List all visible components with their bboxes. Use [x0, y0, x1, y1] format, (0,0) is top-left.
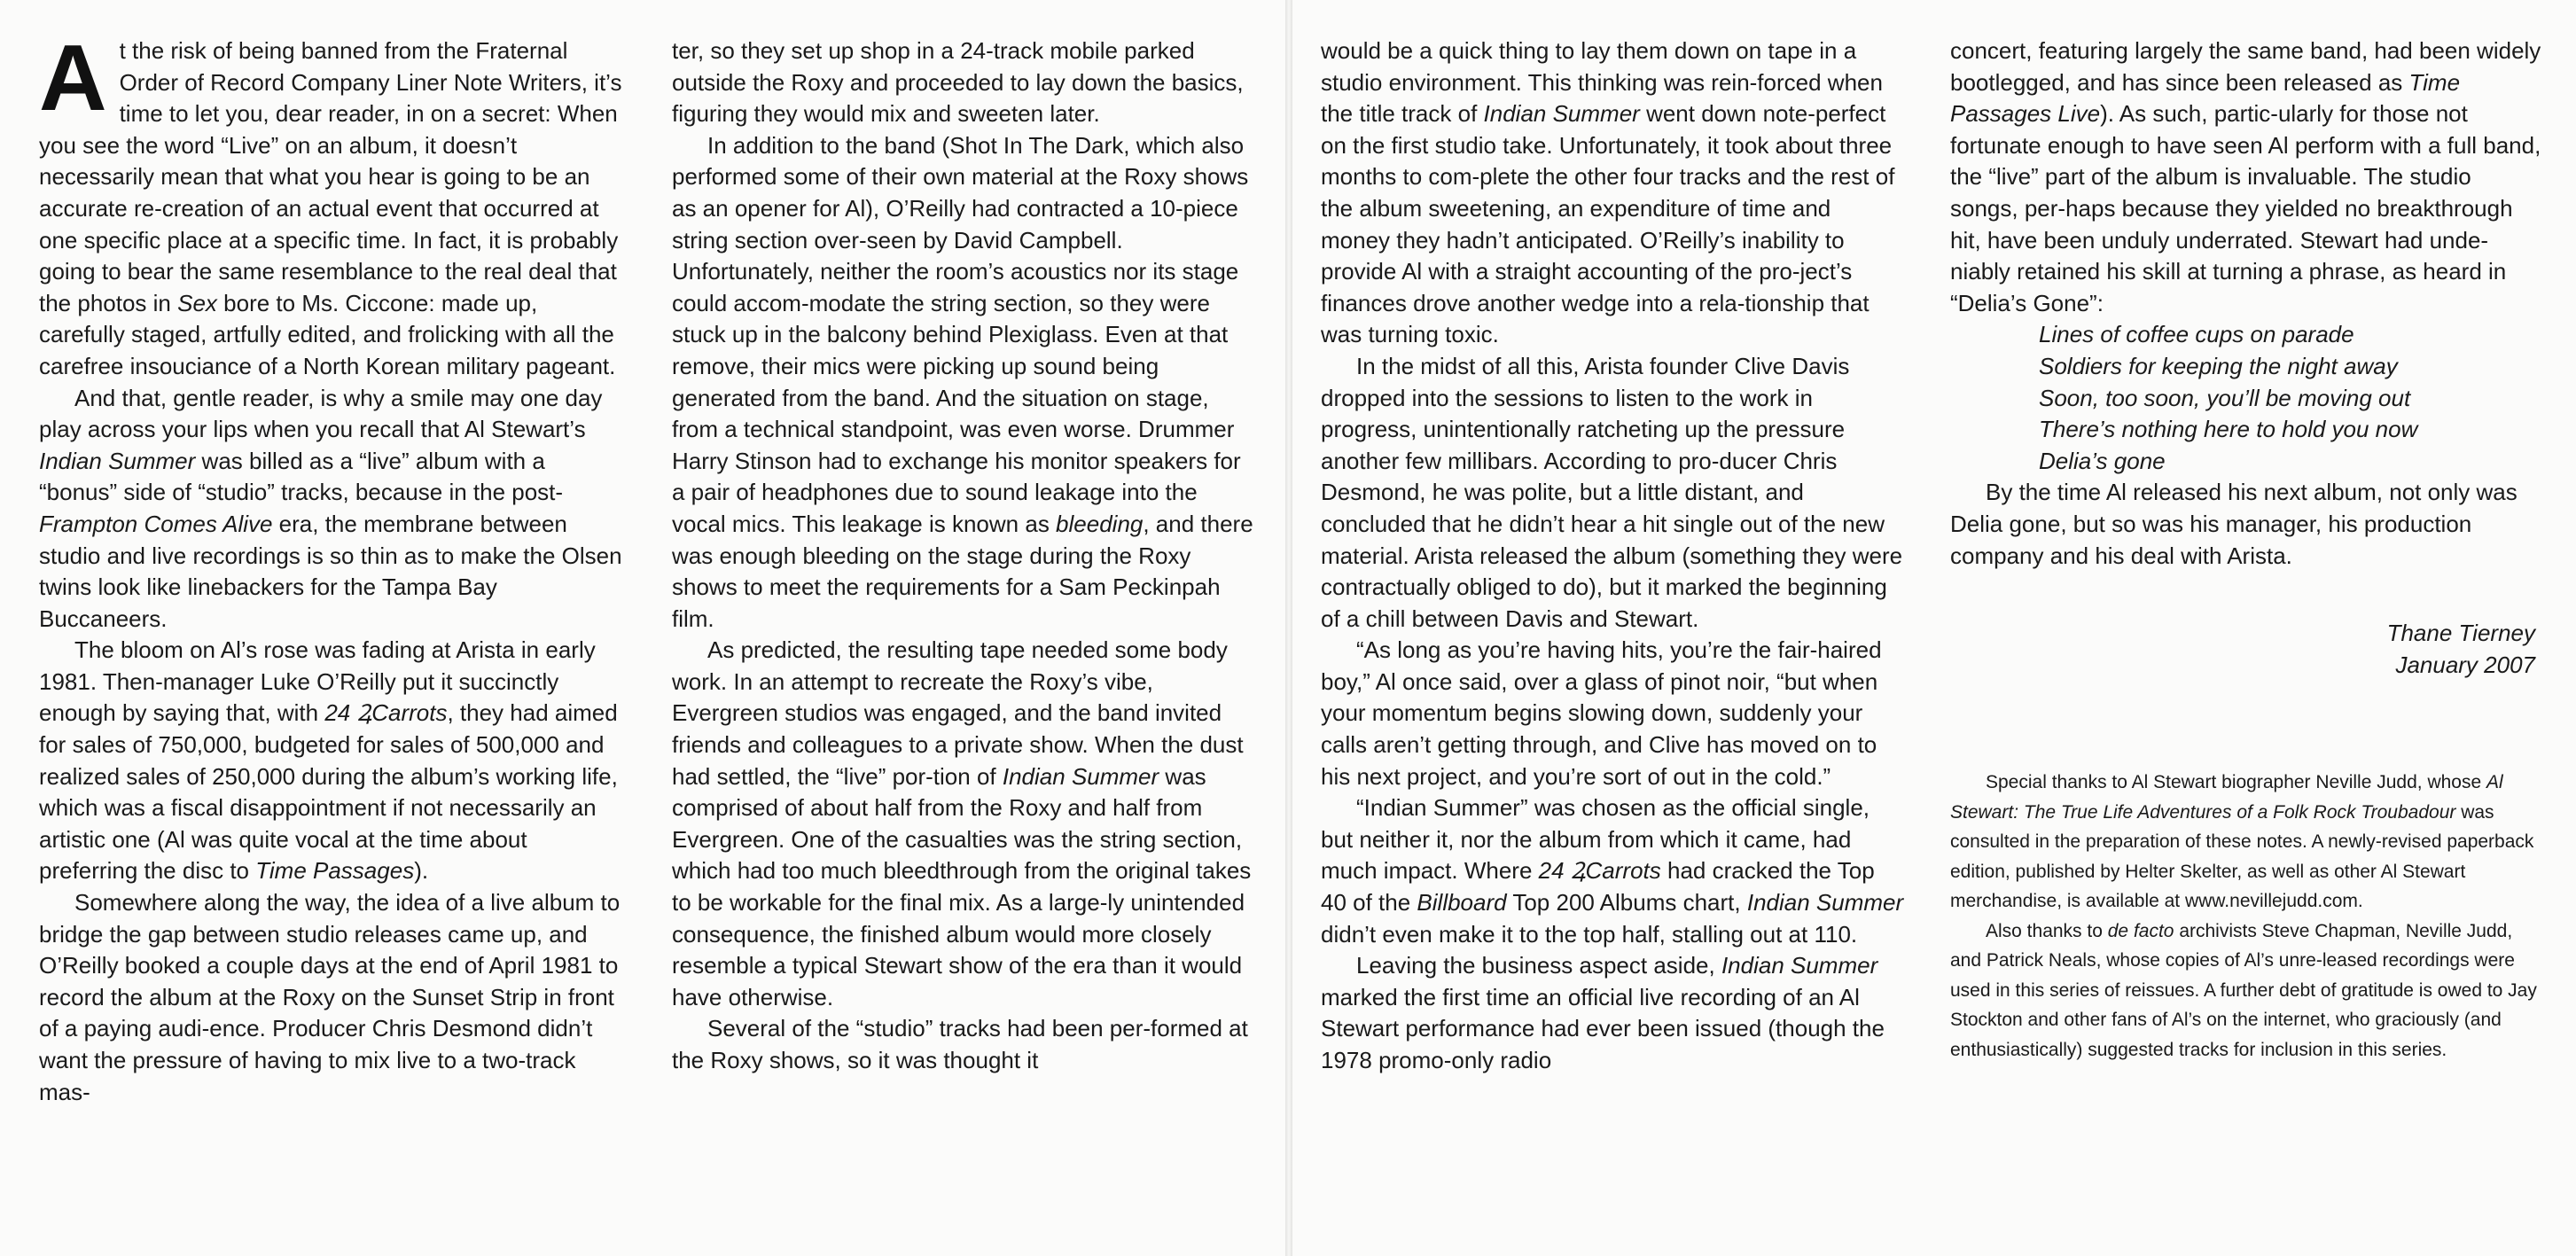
text: Leaving the business aspect aside, — [1356, 952, 1721, 979]
thanks-paragraph — [1950, 917, 2544, 1065]
column-4 — [1950, 35, 2544, 1065]
text: era, the membrane between studio and live recordings is so thin as to make the Olsen twins look like linebackers for the Tampa Bay Buccaneers. — [39, 510, 622, 632]
text: As predicted, the resulting tape needed some body work. In an attempt to recreate the Roxy’s vibe, Evergreen studios was engaged, and the band invited friends and colleagues to a private show. When the dust had settled, the “live” por-tion of — [672, 636, 1244, 790]
paragraph — [1321, 35, 1906, 351]
text: Special thanks to Al Stewart biographer Neville Judd, whose — [1986, 772, 2486, 793]
text-italic: Time Passages Live — [1950, 68, 2461, 128]
text-italic: Al Stewart: The True Life Adventures of a Folk Rock Troubadour — [1950, 772, 2503, 823]
text: ). As such, partic-ularly for those not fortunate enough to have seen Al perform with a full band, the “live” part of the album is invaluable. The studio songs, per-haps because they yielded no breakthrough hit, have been unduly underrated. Stewart had unde-niably retained his skill at turning a phrase, as heard in “Delia’s Gone”: — [1950, 100, 2541, 316]
paragraph — [672, 635, 1257, 1013]
paragraph — [39, 383, 624, 636]
signature — [1950, 618, 2535, 681]
song-lyrics — [1950, 319, 2544, 477]
text-italic: de facto — [2107, 920, 2174, 941]
text-italic: 24 ꝜCarrots — [324, 699, 448, 727]
column-3 — [1321, 35, 1906, 1077]
text-italic: Indian Summer — [1746, 889, 1904, 917]
text-italic: Indian Summer — [1721, 952, 1878, 979]
text: ). — [414, 857, 429, 885]
text-italic: Frampton Comes Alive — [39, 510, 273, 537]
drop-cap: A — [39, 26, 107, 130]
lyric-line: There’s nothing here to hold you now — [2039, 416, 2418, 443]
text: concert, featuring largely the same band, had been widely bootlegged, and has since been released as — [1950, 37, 2541, 96]
paragraph: ter, so they set up shop in a 24-track mobile parked outside the Roxy and proceeded to lay down the basics, figuring they would mix and sweeten later. — [672, 37, 1244, 128]
text: And that, gentle reader, is why a smile may one day play across your lips when you recall that Al Stewart’s — [39, 384, 603, 443]
text: In addition to the band (Shot In The Dark, which also performed some of their own material at the Roxy shows as an opener for Al), O’Reilly had contracted a 10-piece string section over-seen by David Campbell. Unfortunately, neither the room’s acoustics nor its stage could accom-modate the string section, so they were stuck up in the balcony behind Plexiglass. Even at that remove, their mics were picking up sound being generated from the band. And the situation on stage, from a technical standpoint, was even worse. Drummer Harry Stinson had to exchange his monitor speakers for a pair of headphones due to sound leakage into the vocal mics. This leakage is known as — [672, 131, 1249, 537]
paragraph: Several of the “studio” tracks had been per-formed at the Roxy shows, so it was thought it — [672, 1015, 1248, 1073]
text: Also thanks to — [1986, 920, 2108, 941]
date: January 2007 — [2395, 651, 2535, 678]
acknowledgements — [1950, 768, 2544, 1065]
text: would be a quick thing to lay them down on tape in a studio environment. This thinking was rein-forced when the title track of — [1321, 37, 1883, 128]
author-name: Thane Tierney — [2386, 620, 2535, 647]
text: was consulted in the preparation of these notes. A newly-revised paperback edition, published by Helter Skelter, as well as other Al Stewart merchandise, is available at www.nevillejudd.com. — [1950, 801, 2534, 912]
text-italic: Time Passages — [255, 857, 415, 885]
paragraph — [39, 635, 624, 887]
paragraph — [672, 130, 1257, 636]
paragraph: By the time Al released his next album, not only was Delia gone, but so was his manager, his production company and his deal with Arista. — [1950, 479, 2517, 569]
text: t the risk of being banned from the Fraternal Order of Record Company Liner Note Writers, it’s time to let you, dear reader, in on a secret: When you see the word “Live” on an album, it doesn’t necessarily mean that what you hear is going to be an accurate re-creation of an actual event that occurred at one specific place at a specific time. In fact, it is probably going to bear the same resemblance to the real deal that the photos in — [39, 37, 622, 316]
text: “Indian Summer” was chosen as the official single, but neither it, nor the album from which it came, had much impact. Where — [1321, 794, 1870, 885]
text: The bloom on Al’s rose was fading at Arista in early 1981. Then-manager Luke O’Reilly put it succinctly enough by saying that, with — [39, 636, 596, 727]
text-italic: 24 ꝜCarrots — [1538, 857, 1661, 885]
text: was comprised of about half from the Roxy and half from Evergreen. One of the casualties was the string section, which had too much bleedthrough from the original takes to be workable for the final mix. As a large-ly unintended consequence, the finished album would more closely resemble a typical Stewart show of the era than it would have otherwise. — [672, 762, 1252, 1010]
paragraph: In the midst of all this, Arista founder Clive Davis dropped into the sessions to listen to the work in progress, unintentionally ratcheting up the pressure another few millibars. According to pro-ducer Chris Desmond, he was polite, but a little distant, and concluded that he didn’t hear a hit single out of the new material. Arista released the album (something they were contractually obliged to do), but it marked the beginning of a chill between Davis and Stewart. — [1321, 352, 1903, 632]
lyric-line: Soldiers for keeping the night away — [2039, 352, 2398, 379]
text: , they had aimed for sales of 750,000, budgeted for sales of 500,000 and realized sales of 250,000 during the album’s working life, which was a fiscal disappointment if not necessarily an artistic one (Al was quite vocal at the time about preferring the disc to — [39, 699, 618, 885]
paragraph: “As long as you’re having hits, you’re the fair-haired boy,” Al once said, over a glass of pinot noir, “but when your momentum begins slowing down, suddenly your calls aren’t getting through, and Clive has moved on to his next project, and you’re sort of out in the cold.” — [1321, 636, 1882, 790]
left-page — [0, 0, 1285, 1256]
text: bore to Ms. Ciccone: made up, carefully staged, artfully edited, and frolicking with all the carefree insouciance of a North Korean military pageant. — [39, 289, 616, 379]
text-italic: Indian Summer — [1002, 762, 1159, 790]
paragraph — [1321, 950, 1906, 1076]
text: was billed as a “live” album with a “bonus” side of “studio” tracks, because in the post- — [39, 447, 564, 506]
text: , and there was enough bleeding on the stage during the Roxy shows to meet the requirements for a Sam Peckinpah film. — [672, 510, 1253, 632]
lyric-line: Delia’s gone — [2039, 447, 2166, 474]
paragraph: Somewhere along the way, the idea of a live album to bridge the gap between studio releases came up, and O’Reilly booked a couple days at the end of April 1981 to record the album at the Roxy on the Sunset Strip in front of a paying audi-ence. Producer Chris Desmond didn’t want the pressure of having to mix live to a two-track mas- — [39, 889, 621, 1105]
lyric-line: Lines of coffee cups on parade — [2039, 321, 2354, 348]
text: went down note-perfect on the first studio take. Unfortunately, it took about three months to com-plete the other four tracks and the rest of the album sweetening, an expenditure of time and money they hadn’t anticipated. O’Reilly’s inability to provide Al with a straight accounting of the pro-ject’s finances drove another wedge into a rela-tionship that was turning toxic. — [1321, 100, 1895, 348]
text-italic: Sex — [177, 289, 217, 316]
text-italic: Indian Summer — [1483, 100, 1640, 128]
text: didn’t even make it to the top half, stalling out at 110. — [1321, 920, 1858, 948]
text-italic: Billboard — [1417, 889, 1507, 917]
column-1 — [39, 26, 624, 1108]
text-italic: bleeding — [1056, 510, 1144, 537]
paragraph — [39, 26, 624, 383]
page-gutter — [1285, 0, 1292, 1256]
column-2 — [672, 35, 1257, 1077]
paragraph — [1950, 35, 2544, 319]
text: archivists Steve Chapman, Neville Judd, and Patrick Neals, whose copies of Al’s unre-leased recordings were used in this series of reissues. A further debt of gratitude is owed to Jay Stockton and other fans of Al’s on the internet, who graciously (and enthusiastically) suggested tracks for inclusion in this series. — [1950, 920, 2537, 1060]
text: Top 200 Albums chart, — [1506, 889, 1747, 917]
paragraph — [1321, 792, 1906, 950]
thanks-paragraph — [1950, 768, 2544, 917]
text: had cracked the Top 40 of the — [1321, 857, 1875, 917]
lyric-line: Soon, too soon, you’ll be moving out — [2039, 384, 2411, 411]
text: marked the first time an official live recording of an Al Stewart performance had ever been issued (though the 1978 promo-only radio — [1321, 983, 1885, 1073]
text-italic: Indian Summer — [39, 447, 196, 474]
